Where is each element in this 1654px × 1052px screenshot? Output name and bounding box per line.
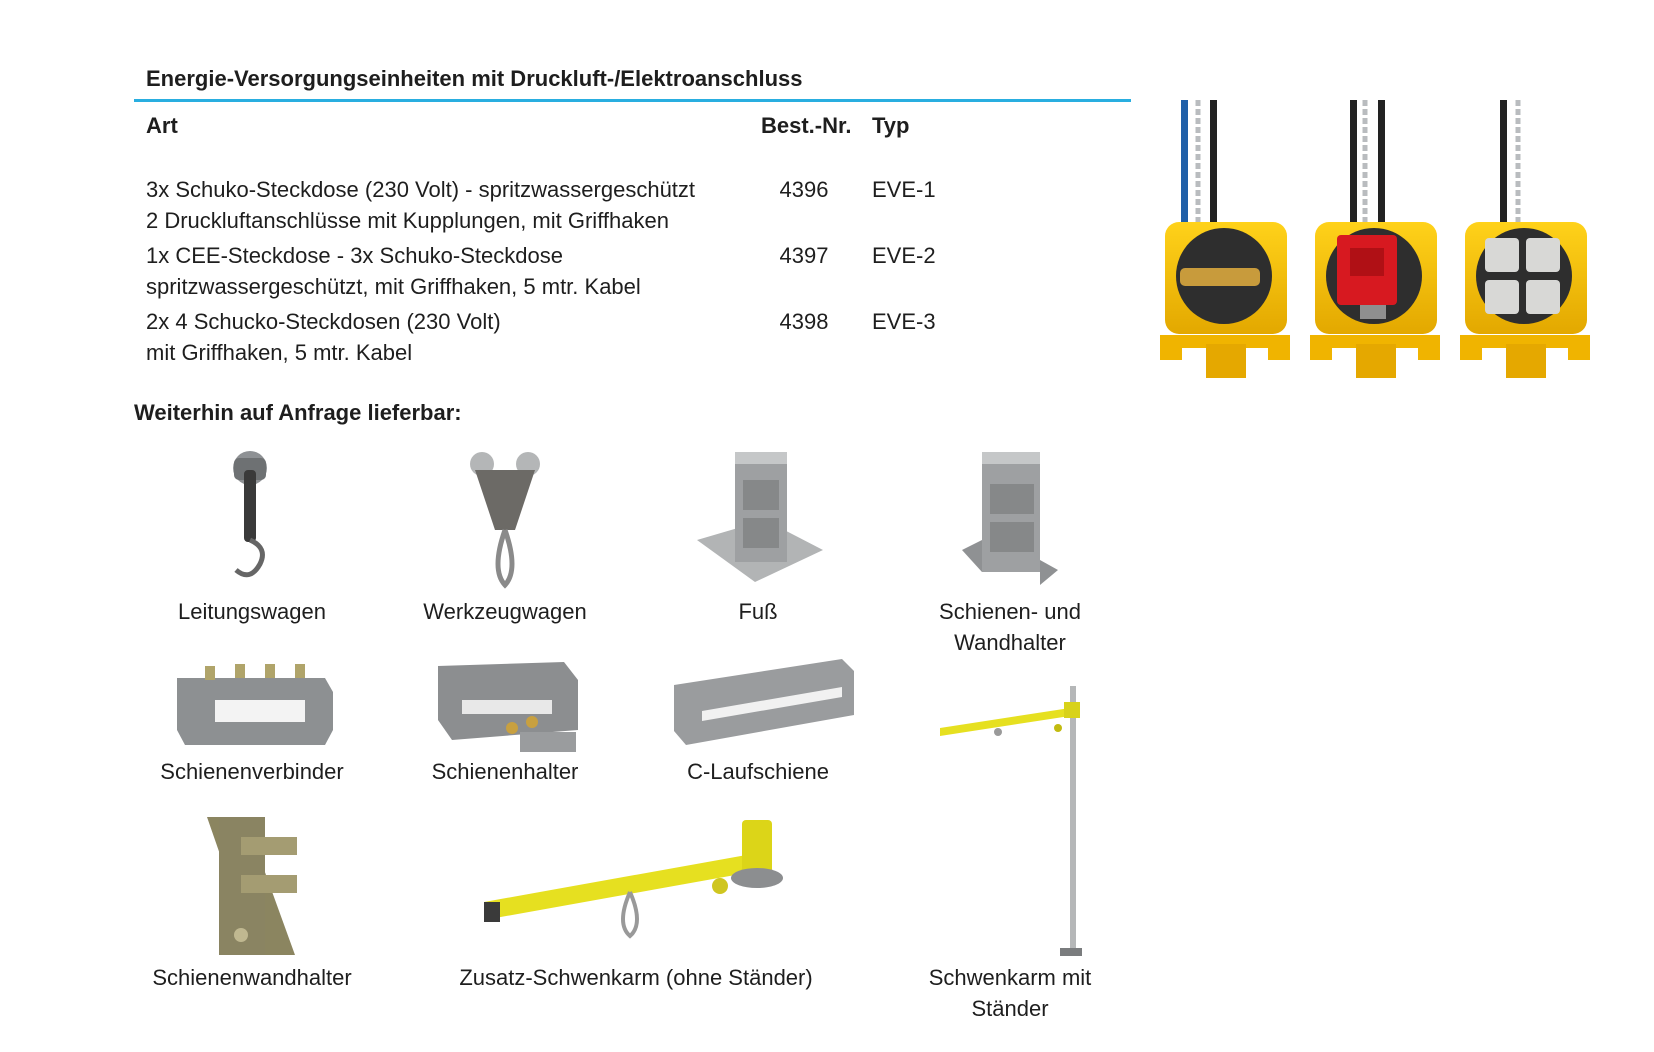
label-wandhalter: [890, 596, 1130, 658]
supply-unit-eve3: [1460, 100, 1590, 378]
label-line1: Fuß: [738, 599, 778, 624]
label-line1: Schwenkarm mit: [928, 965, 1092, 990]
label-werkzeugwagen: [385, 596, 625, 627]
label-schienenverbinder: [132, 756, 372, 787]
label-leitungswagen: [132, 596, 372, 627]
supply-units-image: [1160, 100, 1600, 385]
label-schienenwandhalter: [132, 962, 372, 993]
row-description-line1: 2x 4 Schucko-Steckdosen (230 Volt): [146, 309, 501, 334]
accessories-heading: Weiterhin auf Anfrage lieferbar:: [134, 400, 462, 425]
table-row: [146, 240, 641, 302]
table-row: [146, 174, 695, 236]
label-line1: Schienen- und: [939, 599, 1081, 624]
section-title: Energie-Versorgungseinheiten mit Druckluft-/Elektroanschluss: [146, 66, 803, 91]
c-laufschiene-image: [672, 655, 857, 750]
table-row: [146, 306, 501, 368]
label-line2: Wandhalter: [954, 630, 1066, 655]
row-typ: EVE-2: [872, 243, 936, 268]
label-fuss: [638, 596, 878, 627]
label-schienenhalter: [385, 756, 625, 787]
label-line1: C-Laufschiene: [687, 759, 829, 784]
row-bestnr: 4398: [779, 309, 829, 334]
label-schwenkarm-mit-staender: [890, 962, 1130, 1024]
schienenhalter-image: [432, 660, 582, 760]
zusatz-schwenkarm-image: [480, 820, 800, 950]
schwenkarm-mit-staender-image: [940, 688, 1080, 958]
label-zusatz-schwenkarm: [446, 962, 826, 993]
schienenwandhalter-image: [205, 815, 300, 960]
fuss-image: [695, 450, 825, 585]
row-description-line1: 3x Schuko-Steckdose (230 Volt) - spritzwassergeschützt: [146, 177, 696, 202]
row-bestnr: 4397: [779, 243, 829, 268]
leitungswagen-image: [220, 450, 280, 590]
supply-unit-eve2: [1310, 100, 1440, 378]
row-description-line2: spritzwassergeschützt, mit Griffhaken, 5 mtr. Kabel: [146, 274, 641, 299]
label-line1: Zusatz-Schwenkarm (ohne Ständer): [459, 965, 813, 990]
label-line1: Leitungswagen: [177, 599, 326, 624]
label-line1: Werkzeugwagen: [423, 599, 587, 624]
label-line1: Schienenwandhalter: [152, 965, 352, 990]
supply-unit-eve1: [1160, 100, 1290, 378]
row-description-line2: 2 Druckluftanschlüsse mit Kupplungen, mit Griffhaken: [146, 208, 669, 233]
wandhalter-image: [960, 450, 1060, 590]
schienenverbinder-image: [175, 660, 335, 750]
row-description-line2: mit Griffhaken, 5 mtr. Kabel: [146, 340, 413, 365]
werkzeugwagen-image: [460, 450, 550, 590]
row-description-line1: 1x CEE-Steckdose - 3x Schuko-Steckdose: [146, 243, 563, 268]
label-line1: Schienenhalter: [431, 759, 579, 784]
row-typ: EVE-1: [872, 177, 936, 202]
title-underline: [134, 99, 1131, 102]
label-line2: Ständer: [971, 996, 1049, 1021]
column-header-typ: Typ: [872, 113, 910, 138]
label-c-laufschiene: [638, 756, 878, 787]
row-bestnr: 4396: [779, 177, 829, 202]
column-header-art: Art: [146, 113, 178, 138]
column-header-bestnr: Best.-Nr.: [761, 113, 852, 138]
row-typ: EVE-3: [872, 309, 936, 334]
label-line1: Schienenverbinder: [160, 759, 344, 784]
